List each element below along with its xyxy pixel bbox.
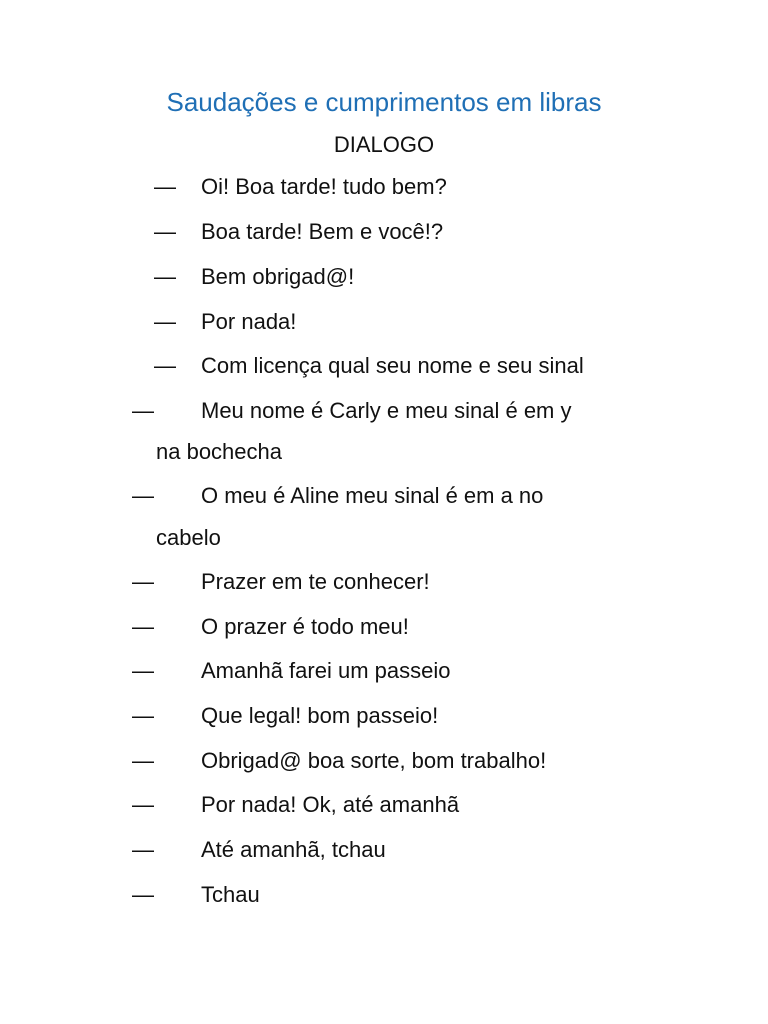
dialogue-line: Prazer em te conhecer! [201, 569, 430, 594]
dialogue-line-continuation: cabelo [156, 525, 221, 550]
dialogue-line: Amanhã farei um passeio [201, 658, 451, 683]
dialogue-line: Por nada! [201, 309, 297, 334]
dialogue-dash: — [132, 882, 154, 907]
dialogue-line: Oi! Boa tarde! tudo bem? [201, 174, 447, 199]
dialogue-heading: DIALOGO [333, 132, 435, 157]
dialogue-line-continuation: na bochecha [156, 439, 282, 464]
dialogue-line: Boa tarde! Bem e você!? [201, 219, 444, 244]
dialogue-dash: — [154, 309, 176, 334]
dialogue-dash: — [132, 483, 154, 508]
dialogue-line: Obrigad@ boa sorte, bom trabalho! [201, 748, 547, 773]
dialogue-line: Até amanhã, tchau [201, 837, 386, 862]
document-title: Saudações e cumprimentos em libras [166, 87, 602, 117]
dialogue-line: Com licença qual seu nome e seu sinal [201, 353, 584, 378]
dialogue-dash: — [154, 353, 176, 378]
dialogue-line: Bem obrigad@! [201, 264, 355, 289]
dialogue-line: Que legal! bom passeio! [201, 703, 439, 728]
dialogue-line: Tchau [201, 882, 260, 907]
dialogue-line: O prazer é todo meu! [201, 614, 409, 639]
dialogue-dash: — [132, 569, 154, 594]
dialogue-dash: — [154, 219, 176, 244]
dialogue-dash: — [154, 264, 176, 289]
dialogue-dash: — [132, 703, 154, 728]
dialogue-dash: — [132, 658, 154, 683]
dialogue-dash: — [132, 398, 154, 423]
dialogue-dash: — [132, 837, 154, 862]
dialogue-line: O meu é Aline meu sinal é em a no [201, 483, 544, 508]
dialogue-dash: — [132, 748, 154, 773]
dialogue-dash: — [154, 174, 176, 199]
dialogue-line: Por nada! Ok, até amanhã [201, 792, 460, 817]
dialogue-line: Meu nome é Carly e meu sinal é em y [201, 398, 572, 423]
dialogue-dash: — [132, 792, 154, 817]
dialogue-dash: — [132, 614, 154, 639]
